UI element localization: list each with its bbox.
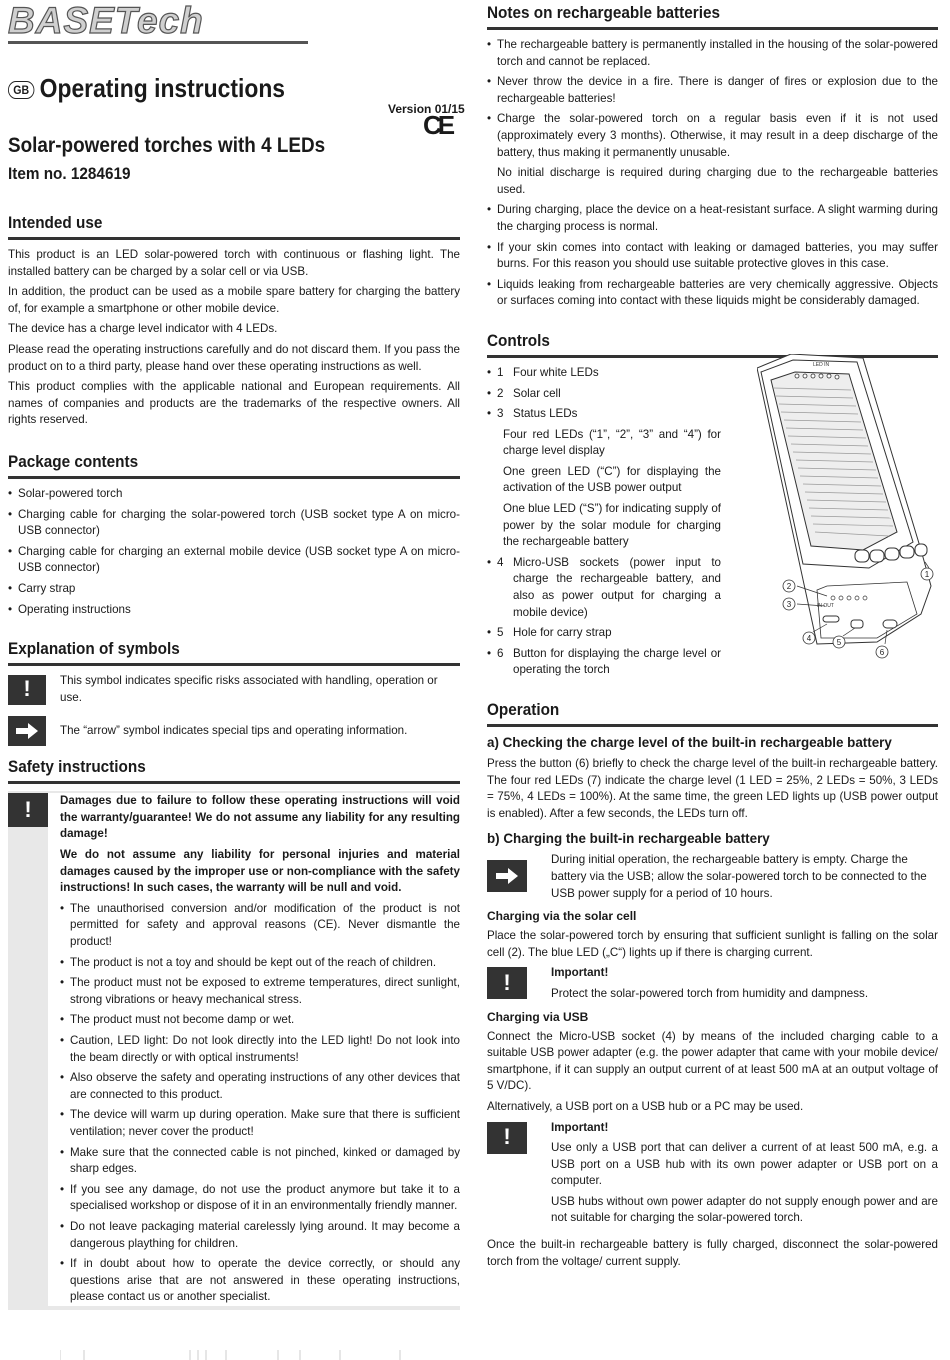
important-1-content [541,965,938,1002]
list-item: • The rechargeable battery is permanently installed in the housing of the solar-powered torch and cannot be replaced. [487,37,938,70]
controls-section [487,330,938,679]
intended-use-p2: In addition, the product can be used as a mobile spare battery for charging the battery of, for example a smartphone or other mobile device. [8,285,460,315]
controls-text [487,365,721,679]
list-item: • The product is not a toy and should be kept out of the reach of children. [60,955,460,972]
list-item: • If your skin comes into contact with leaking or damaged batteries, you may suffer burns. For this reason you should use suitable protective gloves in this case. [487,240,938,273]
controls-list [487,365,721,423]
controls-heading: Controls [487,330,938,358]
left-column [8,212,460,1310]
item-number: Item no. 1284619 [8,164,131,183]
callout-4: 4 [806,633,812,643]
right-column [487,2,938,1274]
intended-use-heading: Intended use [8,212,460,240]
control-item-2: • 2 Solar cell [487,386,721,403]
control-item-5: • 5 Hole for carry strap [487,625,721,642]
warning-icon: ! [8,675,46,705]
usb-text: Connect the Micro-USB socket (4) by means of the included charging cable to a suitable USB power adapter (e.g. the power adapter that came with your mobile device/ smartphone, if it can supply an output current of at least 500 mA at an output voltage of 5 V/DC). [487,1029,938,1093]
logo-text: BASETech [8,0,204,41]
batteries-heading: Notes on rechargeable batteries [487,2,938,30]
arrow-icon [487,860,527,892]
warning-symbol-text: This symbol indicates specific risks associated with handling, operation or use. [60,674,438,704]
arrow-symbol-row [8,716,460,746]
warning-symbol-row [8,673,460,706]
important-1-text: Protect the solar-powered torch from humidity and dampness. [551,986,869,1000]
safety-block [8,791,460,1310]
version-label: Version 01/15 [388,102,465,116]
logo-underline [8,41,308,44]
batteries-section [487,2,938,310]
important-1-label: Important! [551,966,609,980]
callout-6: 6 [879,647,885,657]
important-2-text-1: Use only a USB port that can deliver a current of at least 500 mA, e.g. a USB port on a USB hub with its own power adapter or USB port on a computer. [551,1141,938,1188]
safety-bold-2: We do not assume any liability for personal injuries and material damages caused by the improper use or non-compliance with the safety instructions! In such cases, the warranty will be null and void. [60,848,460,895]
warning-icon: ! [487,1122,527,1154]
operation-section [487,699,938,1270]
callout-1: 1 [924,569,930,579]
list-item: • Do not leave packaging material carelessly lying around. It may become a dangerous plaything for children. [60,1219,460,1252]
warning-icon: ! [8,793,48,827]
control-item-1: • 1 Four white LEDs [487,365,721,382]
list-item: • Make sure that the connected cable is not pinched, kinked or damaged by sharp edges. [60,1145,460,1178]
list-item: • If in doubt about how to operate the device correctly, or should any questions arise that are not answered in these operating instructions, please contact us or another specialist. [60,1256,460,1306]
list-item: • Charging cable for charging the solar-powered torch (USB socket type A on micro-USB connector) [8,507,460,540]
important-2-text-2: USB hubs without own power adapter do not supply enough power and are not suitable for charging the solar-powered torch. [551,1194,938,1225]
usb-alt-text: Alternatively, a USB port on a USB hub or a PC may be used. [487,1099,804,1113]
package-heading: Package contents [8,451,460,479]
symbols-heading: Explanation of symbols [8,638,460,666]
operation-heading: Operation [487,699,938,727]
arrow-icon [8,716,46,746]
safety-content [48,793,460,1306]
basetech-logo [8,0,308,41]
safety-list [60,901,460,1306]
operation-a-text: Press the button (6) briefly to check the charge level of the built-in rechargeable battery. The four red LEDs (7) indicate the charge level (1 LED = 25%, 2 LEDs = 50%, 3 LEDs = 75%, 4 LEDs = 100%). At the same time, the green LED lights up (USB power output is enabled). After a few seconds, the LEDs turn off. [487,757,938,820]
list-item: • Carry strap [8,581,460,598]
list-item: • The product must not be exposed to extreme temperatures, direct sunlight, strong vibrations or heavy mechanical stress. [60,975,460,1008]
list-item: • Caution, LED light: Do not look directly into the LED light! Do not look into the beam directly or with optical instruments! [60,1033,460,1066]
package-section [8,451,460,618]
operation-b-heading: b) Charging the built-in rechargeable battery [487,831,770,847]
initial-charge-note [487,852,938,902]
solar-heading: Charging via the solar cell [487,909,637,924]
control-item-6: • 6 Button for displaying the charge level or operating the torch [487,646,721,679]
control-item-3: • 3 Status LEDs [487,406,721,423]
callout-3: 3 [786,599,792,609]
important-note-1 [487,965,938,1002]
control-sub-blue: One blue LED (“S”) for indicating supply of power by the solar module for charging the rechargeable battery [503,502,721,549]
safety-bold-1: Damages due to failure to follow these operating instructions will void the warranty/guarantee! We do not assume any liability for any resulting damage! [60,794,460,841]
important-2-content [541,1120,938,1232]
usb-heading: Charging via USB [487,1009,589,1024]
warning-icon: ! [487,967,527,999]
important-note-2 [487,1120,938,1232]
safety-section [8,756,460,1310]
safety-bar [8,793,48,1306]
operation-a-heading: a) Checking the charge level of the built-in rechargeable battery [487,735,892,750]
intended-use-p1: This product is an LED solar-powered torch with continuous or flashing light. The installed battery can be charged by a solar cell or via USB. [8,248,460,278]
control-item-4: • 4 Micro-USB sockets (power input to charge the rechargeable battery, and also as power output for charging a mobile device) [487,555,721,621]
intended-use-p4: Please read the operating instructions carefully and do not discard them. If you pass the product on to a third party, please hand over these operating instructions as well. [8,342,460,373]
initial-charge-text: During initial operation, the rechargeable battery is empty. Charge the battery via the USB; allow the solar-powered torch to be connected to the USB power supply for a period of 10 hours. [551,853,927,900]
list-item: • Charge the solar-powered torch on a regular basis even if it is not used (approximately every 3 months). Otherwise, it may result in a deep discharge of the battery, thus making it permanently unusable. [487,111,938,161]
list-item: • Liquids leaking from rechargeable batteries are very chemically aggressive. Objects or surfaces coming into contact with these liquids might be considerably damaged. [487,277,938,310]
control-sub-red: Four red LEDs (“1”, “2”, “3” and “4”) for charge level display [503,427,721,458]
ce-mark-icon: CE [423,110,452,140]
list-item: • If you see any damage, do not use the product anymore but take it to a specialised workshop or dispose of it in an environmentally friendly manner. [60,1182,460,1215]
solar-text: Place the solar-powered torch by ensuring that sufficient sunlight is falling on the solar cell (2). The blue LED („C“) lights up if there is charging current. [487,929,938,959]
list-item: • Solar-powered torch [8,486,460,503]
symbols-section [8,638,460,746]
intended-use-p5: This product complies with the applicable national and European requirements. All names of companies and products are the trademarks of the respective owners. All rights reserved. [8,380,460,427]
list-item: • Also observe the safety and operating instructions of any other devices that are connected to this product. [60,1070,460,1103]
language-badge: GB [8,81,34,99]
final-text: Once the built-in rechargeable battery is fully charged, disconnect the solar-powered torch from the voltage/ current supply. [487,1238,938,1268]
footer-marks [60,1348,440,1360]
list-item: • Never throw the device in a fire. There is danger of fires or explosion due to the rechargeable batteries! [487,74,938,107]
product-title: Solar-powered torches with 4 LEDs [8,134,326,157]
callout-5: 5 [836,637,842,647]
intended-use-p3: The device has a charge level indicator with 4 LEDs. [8,322,278,336]
package-list [8,486,460,618]
list-item: • The device will warm up during operation. Make sure that there is sufficient ventilation; never cover the product! [60,1107,460,1140]
device-illustration [757,354,937,664]
page-title [8,72,285,104]
device-label: LED IN [813,361,830,368]
list-item: • Charging cable for charging an external mobile device (USB socket type A on micro-USB connector) [8,544,460,577]
important-2-label: Important! [551,1120,609,1134]
list-item: • Operating instructions [8,602,460,619]
callout-2: 2 [786,581,792,591]
intended-use-section [8,212,460,429]
control-sub-green: One green LED (“C”) for displaying the activation of the USB power output [503,464,721,495]
safety-heading: Safety instructions [8,756,460,784]
arrow-symbol-text: The “arrow” symbol indicates special tips and operating information. [60,723,408,737]
batteries-list-2 [487,202,938,310]
list-item: • The product must not become damp or wet. [60,1012,460,1029]
no-discharge-note: No initial discharge is required during charging due to the rechargeable batteries used. [497,166,938,196]
batteries-list [487,37,938,161]
list-item: • The unauthorised conversion and/or modification of the product is not permitted for safety and approval reasons (CE). Never dismantle the product! [60,901,460,951]
device-label-2: IN OUT [817,602,834,609]
controls-list-2 [487,555,721,679]
title-text: Operating instructions [39,73,286,103]
list-item: • During charging, place the device on a heat-resistant surface. A slight warming during the charging process is normal. [487,202,938,235]
